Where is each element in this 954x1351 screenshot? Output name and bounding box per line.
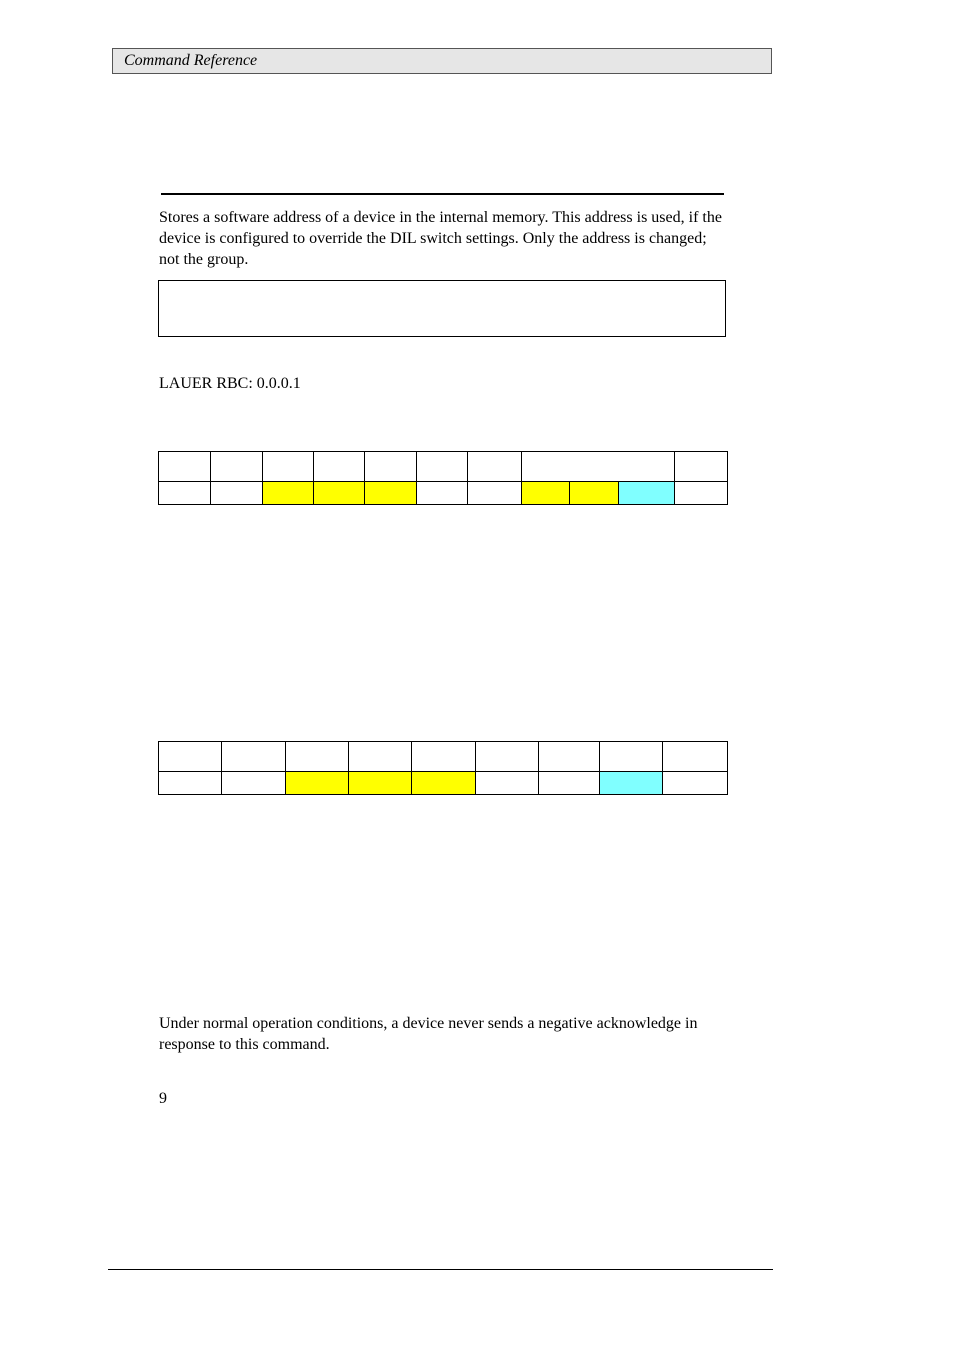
nak-note: Under normal operation conditions, a device never sends a negative acknowledge in response to this command. (159, 1015, 698, 1053)
response-frame-data-cell (476, 772, 539, 795)
command-frame-header-cell (522, 452, 675, 482)
command-frame-data-cell (619, 482, 675, 505)
response-frame-data-cell (286, 772, 349, 795)
response-frame-header-cell (349, 742, 412, 772)
command-frame-data-cell (211, 482, 263, 505)
response-frame-data-cell (663, 772, 728, 795)
command-frame-data-cell (365, 482, 417, 505)
command-frame-data-cell (159, 482, 211, 505)
command-frame-header-cell (211, 452, 263, 482)
response-frame-data-cell (349, 772, 412, 795)
command-frame-data-cell (263, 482, 314, 505)
footer-rule (108, 1269, 773, 1270)
command-frame-data-cell (570, 482, 619, 505)
command-frame-header-cell (314, 452, 365, 482)
command-frame-data-cell (468, 482, 522, 505)
response-frame-header-cell (476, 742, 539, 772)
command-frame-data-cell (314, 482, 365, 505)
response-frame-header-cell (412, 742, 476, 772)
response-frame-data-cell (412, 772, 476, 795)
response-frame-header-cell (222, 742, 286, 772)
response-frame-header-cell (159, 742, 222, 772)
command-frame-data-row (159, 482, 728, 505)
response-frame-header-cell (600, 742, 663, 772)
example-text: LAUER RBC: 0.0.0.1 (159, 375, 301, 392)
response-frame-header-cell (539, 742, 600, 772)
command-frame-header-cell (159, 452, 211, 482)
syntax-box (158, 280, 726, 337)
command-description: Stores a software address of a device in the internal memory. This address is used, if the device is configured to override the DIL switch settings. Only the address is changed; not the group. (159, 209, 722, 268)
command-frame-header-cell (263, 452, 314, 482)
command-frame-header-cell (468, 452, 522, 482)
command-frame-data-cell (417, 482, 468, 505)
response-frame-header-cell (286, 742, 349, 772)
page-number: 9 (159, 1090, 167, 1107)
command-frame-header-cell (365, 452, 417, 482)
header-title: Command Reference (124, 52, 258, 69)
command-frame-data-cell (675, 482, 728, 505)
response-frame-table (158, 741, 728, 795)
running-header (112, 48, 772, 74)
response-frame-data-cell (600, 772, 663, 795)
command-frame-header-cell (417, 452, 468, 482)
response-frame-data-row (159, 772, 728, 795)
command-frame-data-cell (522, 482, 570, 505)
response-frame-data-cell (159, 772, 222, 795)
response-frame-data-cell (539, 772, 600, 795)
command-frame-table (158, 451, 728, 505)
response-frame-header-row (159, 742, 728, 772)
response-frame-data-cell (222, 772, 286, 795)
command-frame-header-cell (675, 452, 728, 482)
command-frame-header-row (159, 452, 728, 482)
response-frame-header-cell (663, 742, 728, 772)
section-rule (161, 193, 724, 195)
